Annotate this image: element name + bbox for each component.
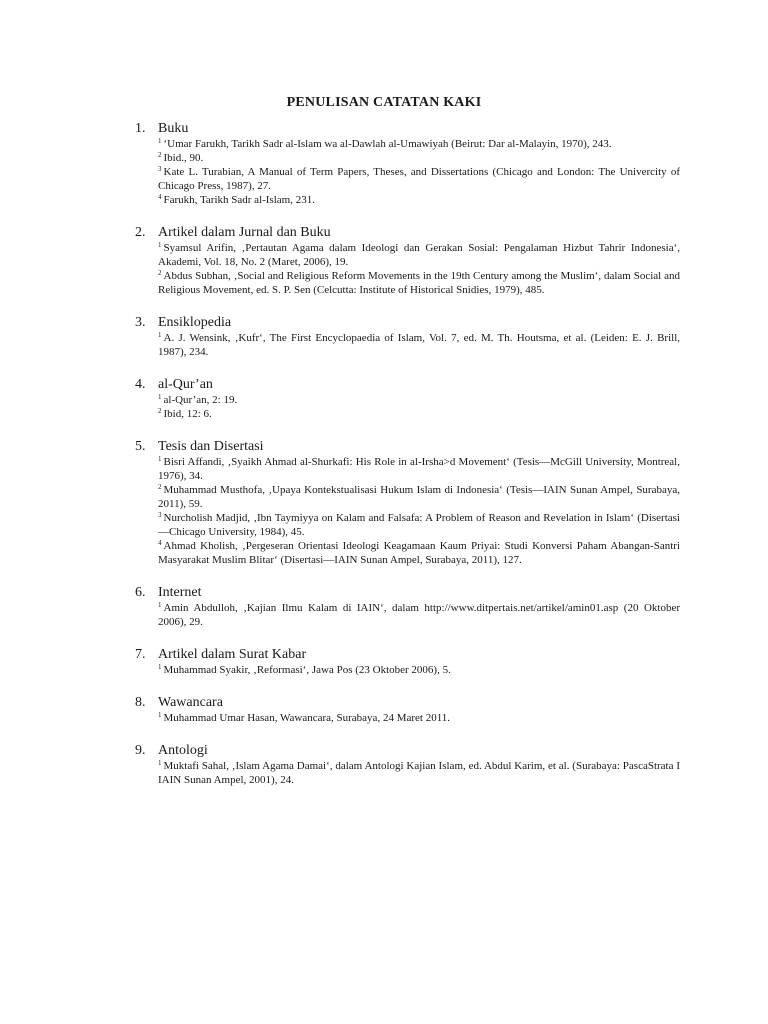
section-heading: [135, 376, 680, 393]
footnote-text: Muhammad Musthofa, ‚Upaya Kontekstualisasi Hukum Islam di Indonesia‘ (Tesis—IAIN Sunan Ampel, Surabaya, 2011), 59.: [158, 484, 680, 510]
footnote-mark: 1: [158, 455, 162, 463]
footnote: [158, 407, 680, 421]
footnote-mark: 1: [158, 331, 162, 339]
section-heading: [135, 314, 680, 331]
footnote: [158, 393, 680, 407]
footnote: [158, 511, 680, 539]
footnote-text: Ahmad Kholish, ‚Pergeseran Orientasi Ideologi Keagamaan Kaum Priyai: Studi Konversi Paham Abangan-Santri Masyarakat Muslim Blitar‘ (Disertasi—IAIN Sunan Ampel, Surabaya, 2011), 127.: [158, 540, 680, 566]
section-title: Wawancara: [158, 695, 223, 710]
footnote: [158, 483, 680, 511]
footnote-text: Muhammad Syakir, ‚Reformasi‘, Jawa Pos (23 Oktober 2006), 5.: [163, 664, 451, 676]
footnote-text: al-Qur’an, 2: 19.: [163, 394, 238, 406]
footnote-text: Kate L. Turabian, A Manual of Term Papers, Theses, and Dissertations (Chicago and London: The Univercity of Chicago Press, 1987), 27.: [158, 166, 680, 192]
footnote-mark: 1: [158, 601, 162, 609]
footnote-mark: 1: [158, 711, 162, 719]
footnote: [158, 539, 680, 567]
section-antologi: [135, 742, 680, 787]
footnote-text: Farukh, Tarikh Sadr al-Islam, 231.: [163, 194, 315, 206]
section-number: 2.: [135, 225, 146, 240]
footnote-text: Ibid., 90.: [163, 152, 204, 164]
page-title: PENULISAN CATATAN KAKI: [286, 95, 482, 110]
footnote-mark: 1: [158, 137, 162, 145]
section-number: 9.: [135, 743, 146, 758]
section-heading: [135, 438, 680, 455]
section-number: 1.: [135, 121, 146, 136]
footnote-mark: 1: [158, 241, 162, 249]
section-title: Ensiklopedia: [158, 315, 232, 330]
section-heading: [135, 584, 680, 601]
section-number: 5.: [135, 439, 146, 454]
footnote-text: Syamsul Arifin, ‚Pertautan Agama dalam Ideologi dan Gerakan Sosial: Pengalaman Hizbut Tahrir Indonesia‘, Akademi, Vol. 18, No. 2 (Maret, 2006), 19.: [158, 242, 680, 268]
section-artikel-jurnal: [135, 224, 680, 297]
section-tesis-disertasi: [135, 438, 680, 567]
section-heading: [135, 224, 680, 241]
section-buku: [135, 120, 680, 207]
footnote-mark: 1: [158, 393, 162, 401]
section-number: 3.: [135, 315, 146, 330]
section-number: 7.: [135, 647, 146, 662]
section-title: Antologi: [158, 743, 208, 758]
footnote-mark: 3: [158, 165, 162, 173]
footnote-text: A. J. Wensink, ‚Kufr‘, The First Encyclopaedia of Islam, Vol. 7, ed. M. Th. Houtsma, et al. (Leiden: E. J. Brill, 1987), 234.: [158, 332, 680, 358]
footnote: [158, 331, 680, 359]
section-ensiklopedia: [135, 314, 680, 359]
footnote-text: Abdus Subhan, ‚Social and Religious Reform Movements in the 19th Century among the Muslim‘, dalam Social and Religious Movement, ed. S. P. Sen (Celcutta: Institute of Historical Snidies, 1979), 485.: [158, 270, 680, 296]
footnote-mark: 2: [158, 269, 162, 277]
section-title: Internet: [158, 585, 202, 600]
footnote: [158, 193, 680, 207]
footnote-mark: 2: [158, 151, 162, 159]
section-heading: [135, 694, 680, 711]
footnote-mark: 2: [158, 407, 162, 415]
footnote: [158, 241, 680, 269]
footnote-mark: 3: [158, 511, 162, 519]
footnote-mark: 1: [158, 759, 162, 767]
section-number: 8.: [135, 695, 146, 710]
section-internet: [135, 584, 680, 629]
footnote-text: Amin Abdulloh, ‚Kajian Ilmu Kalam di IAIN‘, dalam http://www.ditpertais.net/artikel/amin01.asp (20 Oktober 2006), 29.: [158, 602, 680, 628]
footnote: [158, 711, 680, 725]
footnote-text: Nurcholish Madjid, ‚Ibn Taymiyya on Kalam and Falsafa: A Problem of Reason and Revelation in Islam‘ (Disertasi—Chicago University, 1984), 45.: [158, 512, 680, 538]
section-wawancara: [135, 694, 680, 725]
footnote-mark: 1: [158, 663, 162, 671]
footnote-text: Ibid, 12: 6.: [163, 408, 212, 420]
footnote-mark: 2: [158, 483, 162, 491]
section-title: Artikel dalam Jurnal dan Buku: [158, 225, 331, 240]
footnote: [158, 759, 680, 787]
footnote: [158, 137, 680, 151]
footnote-text: Bisri Affandi, ‚Syaikh Ahmad al-Shurkafi: His Role in al-Irsha>d Movement‘ (Tesis—McGill University, Montreal, 1976), 34.: [158, 456, 680, 482]
footnote-text: Muktafi Sahal, ‚Islam Agama Damai‘, dalam Antologi Kajian Islam, ed. Abdul Karim, et al. (Surabaya: PascaStrata I IAIN Sunan Ampel, 2001), 24.: [158, 760, 680, 786]
section-title: Tesis dan Disertasi: [158, 439, 264, 454]
section-al-quran: [135, 376, 680, 421]
footnote: [158, 165, 680, 193]
section-number: 4.: [135, 377, 146, 392]
section-title: al-Qur’an: [158, 377, 213, 392]
footnote: [158, 663, 680, 677]
footnote: [158, 601, 680, 629]
footnote-sections: [135, 120, 680, 787]
section-number: 6.: [135, 585, 146, 600]
section-heading: [135, 120, 680, 137]
footnote-mark: 4: [158, 539, 162, 547]
section-surat-kabar: [135, 646, 680, 677]
footnote-mark: 4: [158, 193, 162, 201]
section-heading: [135, 646, 680, 663]
section-title: Artikel dalam Surat Kabar: [158, 647, 307, 662]
footnote-text: Muhammad Umar Hasan, Wawancara, Surabaya, 24 Maret 2011.: [163, 712, 451, 724]
footnote: [158, 455, 680, 483]
section-heading: [135, 742, 680, 759]
footnote: [158, 151, 680, 165]
footnote-text: ‘Umar Farukh, Tarikh Sadr al-Islam wa al-Dawlah al-Umawiyah (Beirut: Dar al-Malayin, 1970), 243.: [163, 138, 612, 150]
footnote: [158, 269, 680, 297]
section-title: Buku: [158, 121, 189, 136]
